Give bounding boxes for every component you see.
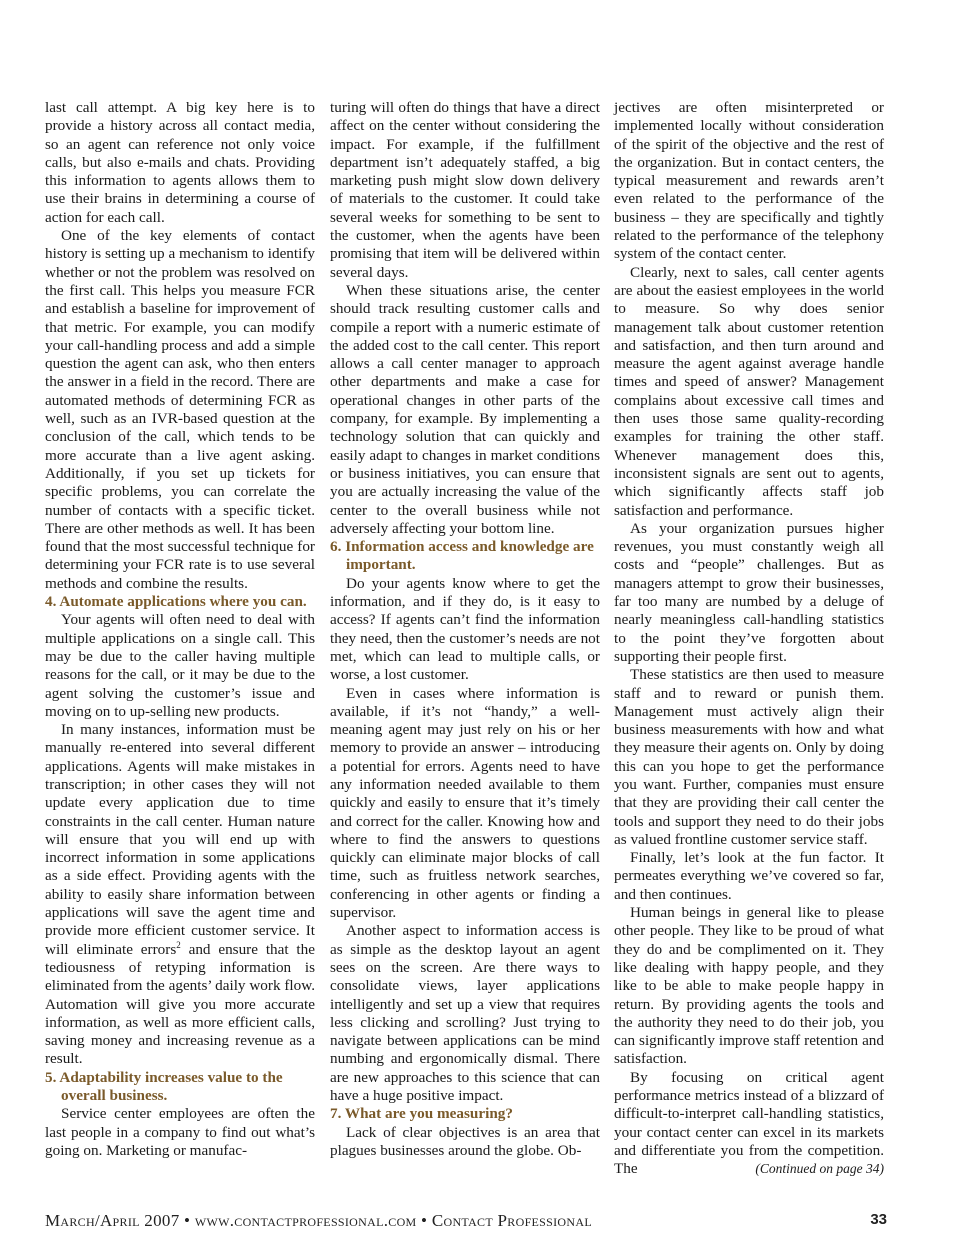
text-column-3: [614, 99, 884, 1179]
text-column-2: [330, 99, 600, 1160]
footnote-ref: 2: [176, 939, 181, 950]
paragraph: One of the key elements of contact history is setting up a mechanism to identify whether or not the problem was resolved on the first call. This helps you measure FCR and establish a baseline for improvement of that metric. For example, you can modify your call-handling process and add a simple question the agent can ask, who then enters the answer in a field in the record. There are automated methods of determining FCR as well, such as an IVR-based question at the conclusion of the call, which tends to be more accurate than a live agent asking. Additionally, if you set up tickets for specific problems, you can correlate the number of contacts with a specific ticket. There are other methods as well. It has been found that the most successful technique for determining your FCR rate is to use several methods and combine the results.: [45, 227, 315, 592]
paragraph: Service center employees are often the last people in a company to find out what’s going on. Marketing or manufac-: [45, 1105, 315, 1159]
paragraph: [614, 1069, 884, 1179]
paragraph: These statistics are then used to measure staff and to reward or punish them. Management must actively align their business measurements with how and what they measure their agents on. Only by doing this can you hope to get the performance you want. Further, companies must ensure that they are providing their call center the tools and support they need to do their jobs as valued frontline customer service staff.: [614, 666, 884, 848]
paragraph: last call attempt. A big key here is to provide a history across all contact media, so an agent can reference not only voice calls, but also e-mails and chats. Providing this information to agents allows them to use their brains in determining a course of action for each call.: [45, 99, 315, 226]
paragraph: turing will often do things that have a direct affect on the center without considering the impact. For example, if the fulfillment department isn’t adequately staffed, a big marketing push might slow down delivery of materials to the customer. It could take several weeks for something to be sent to the customer, when the agents have been promising that item will be delivered within several days.: [330, 99, 600, 281]
paragraph-text-continued: and ensure that the tediousness of retyping information is eliminated from the agents’ daily work flow. Automation will give you more accurate information, as well as more efficient calls, saving money and increasing revenue as a result.: [45, 940, 315, 1068]
paragraph: Clearly, next to sales, call center agents are about the easiest employees in the world to measure. So why does senior management talk about customer retention and satisfaction, and then turn around and measure the agent against average handle times and speed of answer? Management complains about excessive call times and then uses those same quality-recording examples for training the other staff. Whenever management does this, inconsistent signals are sent out to agents, which significantly affects staff job satisfaction and performance.: [614, 263, 884, 519]
paragraph-text: By focusing on critical agent performance metrics instead of a blizzard of difficult-to-interpret call-handling statistics, your contact center can excel in its markets and differentiate you from the competition. The: [614, 1068, 884, 1178]
section-heading: 7. What are you measuring?: [330, 1105, 513, 1123]
continued-note: (Continued on page 34): [755, 1161, 884, 1177]
section-heading: 4. Automate applications where you can.: [45, 593, 307, 611]
paragraph: Human beings in general like to please other people. They like to be proud of what they do and be complimented on it. They like dealing with happy people, and they like to be able to make people happy in return. By providing agents the tools and the authority they need to do their job, you can significantly improve staff retention and satisfaction.: [614, 904, 884, 1068]
paragraph: Do your agents know where to get the information, and if they do, is it easy to access? If agents can’t find the information they need, then the customer’s needs are not met, which can lead to multiple calls, or worse, a lost customer.: [330, 574, 600, 684]
paragraph: jectives are often misinterpreted or implemented locally without consideration of the spirit of the objective and the rest of the organization. But in contact centers, the typical measurement and rewards aren’t even related to the performance of the business – they are specifically and tightly related to the performance of the telephony system of the contact center.: [614, 99, 884, 263]
paragraph: Lack of clear objectives is an area that plagues businesses around the globe. Ob-: [330, 1123, 600, 1159]
paragraph: [45, 721, 315, 1069]
page-number: 33: [870, 1211, 887, 1228]
paragraph-text: In many instances, information must be manually re-entered into several different applications. Agents will make mistakes in transcription; in other cases they will not update every application due to time constraints in the call center. Human nature will ensure that you will end up with incorrect information in some applications as a side effect. Providing agents with the ability to easily share information between applications will save the agent time and provide more efficient customer service. It will eliminate errors: [45, 721, 315, 958]
text-column-1: [45, 99, 315, 1160]
footer-publication-line: March/April 2007 • www.contactprofessional.com • Contact Professional: [45, 1211, 592, 1230]
paragraph: Your agents will often need to deal with multiple applications on a single call. This may be due to the caller having multiple reasons for the call, or it may be due to the agent solving the customer’s issue and moving on to up-selling new products.: [45, 611, 315, 720]
section-heading: 6. Information access and knowledge are important.: [330, 538, 594, 574]
page-footer: [45, 1211, 887, 1233]
paragraph: Another aspect to information access is as simple as the desktop layout an agent sees on the screen. Are there ways to consolidate views, layer applications intelligently and set up a view that requires less clicking and scrolling? Just trying to navigate between applications can be mind numbing and ergonomically dismal. There are new approaches to this science that can have a huge positive impact.: [330, 922, 600, 1105]
paragraph: Finally, let’s look at the fun factor. It permeates everything we’ve covered so far, and then continues.: [614, 849, 884, 903]
paragraph: Even in cases where information is available, if it’s not “handy,” a well-meaning agent may just rely on his or her memory to provide an answer – introducing a potential for errors. Agents need to have any information needed available to them quickly and easily to ensure that it’s timely and correct for the caller. Knowing how and where to find the answers to questions quickly can eliminate major blocks of call time, such as fruitless network searches, conferencing in other agents or finding a supervisor.: [330, 684, 600, 922]
paragraph: When these situations arise, the center should track resulting customer calls and compile a report with a numeric estimate of the added cost to the call center. This report allows a call center manager to approach other departments and make a case for operational changes in other parts of the company, for example. By implementing a technology solution that can quickly and easily adapt to changes in market conditions or business initiatives, you can ensure that you are actually increasing the value of the center to the overall business while not adversely affecting your bottom line.: [330, 281, 600, 537]
paragraph: As your organization pursues higher revenues, you must constantly weigh all costs and “people” challenges. But as managers attempt to grow their businesses, far too many are numbed by a deluge of nearly meaningless call-handling statistics to the point they’ve forgotten about supporting their people first.: [614, 519, 884, 665]
section-heading: 5. Adaptability increases value to the overall business.: [45, 1068, 283, 1105]
